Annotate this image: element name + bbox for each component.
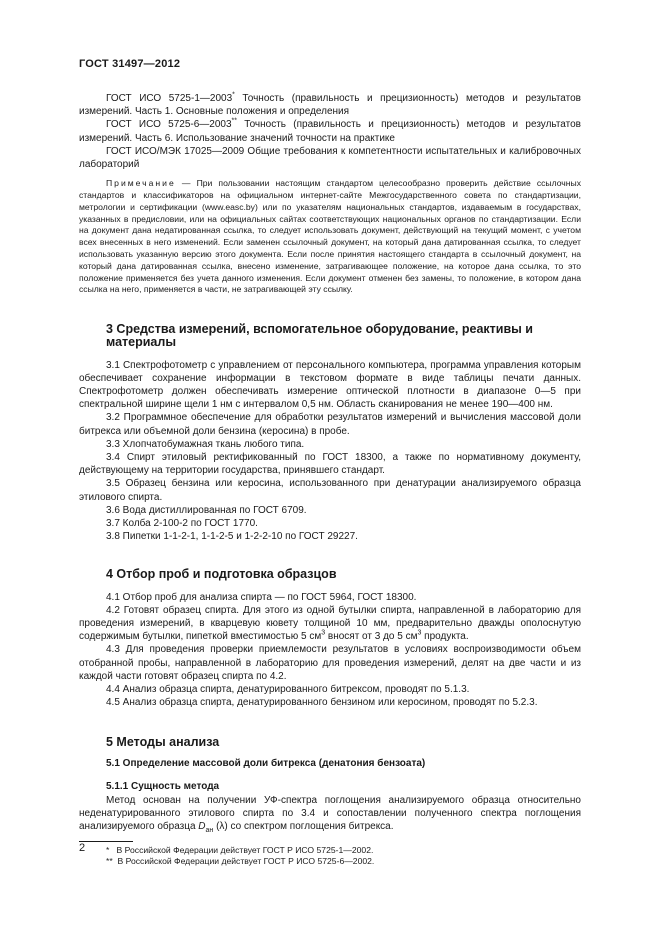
section-4-item: 4.1 Отбор проб для анализа спирта — по ГОСТ 5964, ГОСТ 18300.	[106, 591, 417, 603]
footnote-mark: **	[231, 118, 237, 126]
footnote-divider	[79, 841, 133, 842]
normative-ref	[79, 145, 581, 171]
section-3-item: 3.6 Вода дистиллированная по ГОСТ 6709.	[106, 504, 307, 516]
page-number: 2	[79, 842, 86, 854]
section-3-item: 3.4 Спирт этиловый ректификованный по ГОСТ 18300, а также по нормативному документу, действующему на территории государства, принявшего стандарт.	[79, 452, 581, 477]
section-3-item: 3.7 Колба 2-100-2 по ГОСТ 1770.	[106, 518, 258, 530]
subsection-5-1-1-title: 5.1.1 Сущность метода	[106, 780, 220, 792]
subsection-5-1-title: 5.1 Определение массовой доли битрекса (денатония бензоата)	[106, 757, 426, 769]
note-paragraph	[79, 178, 581, 296]
footnote-mark: *	[106, 844, 110, 855]
ref-lead: ГОСТ ИСО/МЭК 17025—2009 Общие требования к компетентности испытательных и калибровочных лабораторий	[79, 145, 581, 171]
ref-tail: Точность (правильность и прецизионность) методов и результатов измерений. Часть 1. Основные положения и определения	[79, 93, 581, 118]
doc-header-code: ГОСТ 31497—2012	[79, 58, 181, 70]
note-text: — При пользовании настоящим стандартом целесообразно проверить действие ссылочных стандартов и классификаторов на официальном интернет-сайте Межгосударственного совета по стандартизации, метрологии и сертификации (www.easc.by) или по указателям национальных стандартов, издаваемым в государствах, указанных в предисловии, или на официальных сайтах соответствующих национальных органов по стандартизации. Если на документ дана недатированная ссылка, то следует использовать документ, действующий на текущий момент, с учетом всех внесенных в него изменений. Если заменен ссылочный документ, на который дана датированная ссылка, то следует использовать указанную версию этого документа. Если после принятия настоящего стандарта в ссылочный документ, на который дана датированная ссылка, внесено изменение, затрагивающее положение, на которое дана ссылка, то это положение применяется без учета данного изменения. Если документ отменен без замены, то положение, в котором дана ссылка на него, применяется в части, не затрагивающей эту ссылку.	[79, 178, 581, 295]
note-label: Примечание	[106, 178, 176, 189]
ref-tail: Точность (правильность и прецизионность) методов и результатов измерений. Часть 6. Использование значений точности на практике	[79, 119, 581, 144]
section-3-title: 3 Средства измерений, вспомогательное оборудование, реактивы и материалы	[106, 322, 533, 350]
section-4-item	[79, 604, 581, 644]
document-body	[79, 92, 581, 868]
section-3-item: 3.1 Спектрофотометр с управлением от персонального компьютера, программа управления которым обеспечивает сохранение информации в текстовом формате в виде таблицы печати данных. Спектрофотометр должен обеспечивать измерение оптической плотности в диапазоне 0—5 при спектральной ширине щели 1 нм с интервалом 0,5 нм. Область сканирования не менее 190—400 нм.	[79, 359, 581, 411]
footnote-mark: **	[106, 856, 113, 867]
footnote-text: В Российской Федерации действует ГОСТ Р ИСО 5725-1—2002.	[116, 844, 374, 855]
footnote-mark: *	[232, 91, 235, 99]
section-3-item: 3.5 Образец бензина или керосина, использованного при денатурации анализируемого образца этилового спирта.	[79, 478, 581, 503]
formula-symbol: D	[198, 821, 206, 833]
section-3-item: 3.8 Пипетки 1-1-2-1, 1-1-2-5 и 1-2-2-10 по ГОСТ 29227.	[106, 531, 358, 543]
footnote	[79, 845, 581, 857]
item-text: 4.2 Готовят образец спирта. Для этого из одной бутылки спирта, направленной в лабораторию для проведения измерений, в кварцевую кювету толщиной 10 мм, предварительно дважды ополоснутую содержимым бутылки, пипеткой вместимостью 5 см	[79, 604, 581, 643]
normative-ref	[79, 118, 581, 144]
ref-lead: ГОСТ ИСО 5725-6—2003	[106, 119, 232, 131]
ref-lead: ГОСТ ИСО 5725-1—2003	[106, 93, 233, 104]
formula-subscript: ан	[205, 827, 214, 835]
unit-exponent: 3	[417, 629, 422, 637]
section-4-item: 4.3 Для проведения проверки приемлемости результатов в условиях воспроизводимости объем отобранной пробы, направленной в лабораторию для проведения измерений, делят на две части и из каждой части готовят образец спирта по 4.2.	[79, 644, 581, 682]
method-principle-paragraph	[79, 794, 581, 834]
section-4-item: 4.4 Анализ образца спирта, денатурированного битрексом, проводят по 5.1.3.	[106, 684, 470, 696]
item-text: продукта.	[421, 631, 469, 643]
section-5-title: 5 Методы анализа	[106, 735, 220, 750]
footnote-text: В Российской Федерации действует ГОСТ Р ИСО 5725-6—2002.	[117, 856, 375, 867]
unit-exponent: 3	[321, 629, 326, 637]
para-text: Метод основан на получении УФ-спектра поглощения анализируемого образца относительно неденатурированного этилового спирта по 3.4 и сопоставлении полученного спектра поглощения анализируемого образца	[79, 795, 581, 833]
footnote	[79, 856, 581, 868]
section-3-item: 3.3 Хлопчатобумажная ткань любого типа.	[106, 438, 305, 450]
normative-ref	[79, 92, 581, 118]
section-4-title: 4 Отбор проб и подготовка образцов	[106, 567, 337, 582]
section-3-item: 3.2 Программное обеспечение для обработки результатов измерений и вычисления массовой доли битрекса или объемной доли бензина (керосина) в пробе.	[79, 412, 581, 437]
section-4-item: 4.5 Анализ образца спирта, денатурированного бензином или керосином, проводят по 5.2.3.	[106, 697, 538, 709]
para-text: (λ) со спектром поглощения битрекса.	[213, 821, 394, 833]
item-text: вносят от 3 до 5 см	[325, 631, 418, 643]
